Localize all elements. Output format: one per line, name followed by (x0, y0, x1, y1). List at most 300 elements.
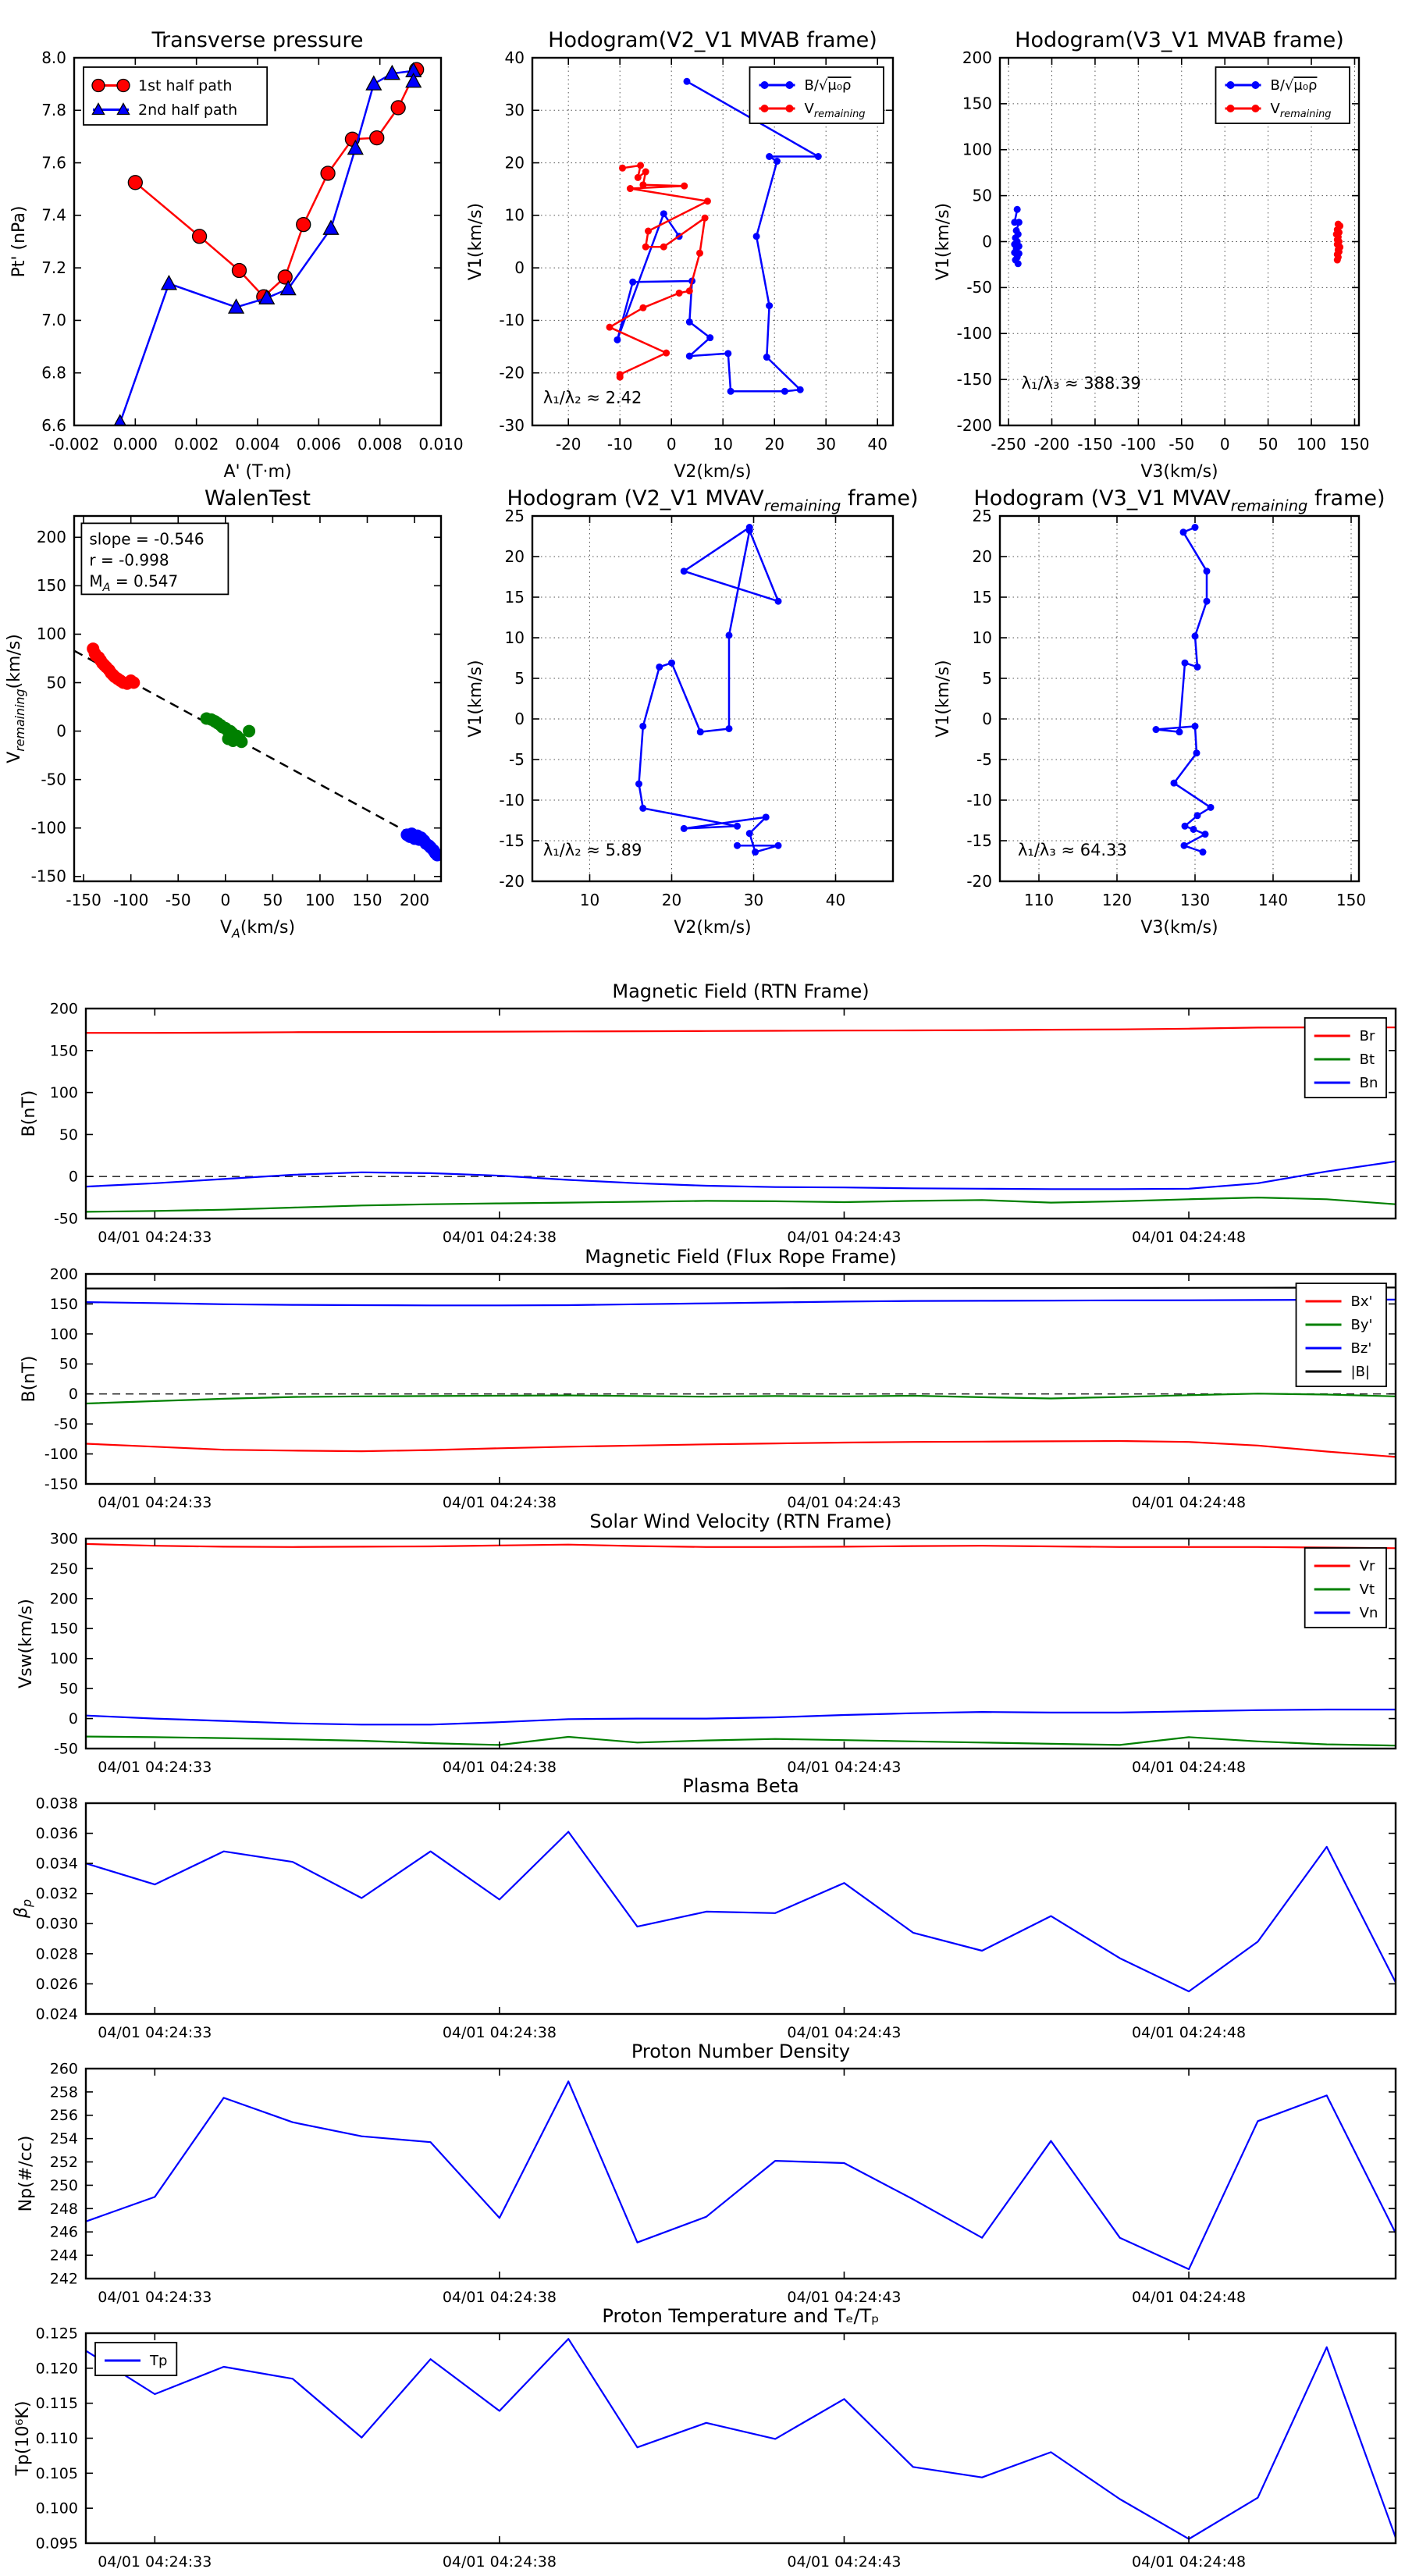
y-tick-label: -10 (499, 790, 525, 809)
x-tick-label: 20 (764, 435, 784, 454)
x-tick-label: -0.002 (48, 435, 100, 454)
annotation-text: λ₁/λ₃ ≈ 64.33 (1018, 841, 1127, 860)
y-tick-label: 200 (962, 48, 992, 67)
data-point (1015, 260, 1022, 267)
legend-label: By' (1350, 1317, 1373, 1334)
y-axis-label: Pt' (nPa) (9, 205, 29, 278)
data-point (706, 334, 713, 341)
annotation-text: λ₁/λ₂ ≈ 2.42 (542, 388, 642, 407)
data-point (642, 244, 649, 251)
data-point (702, 215, 709, 222)
y-tick-label: 5 (982, 668, 992, 688)
x-tick-label: 100 (304, 891, 336, 909)
chart-solar-wind-velocity (16, 1510, 1396, 1776)
legend-label: $V_{remaining}$ (1270, 101, 1332, 120)
y-tick-label: 20 (504, 153, 525, 173)
annotation-text: λ₁/λ₃ ≈ 388.39 (1021, 373, 1141, 393)
x-tick-label: 04/01 04:24:43 (787, 1494, 902, 1511)
legend (95, 2343, 176, 2375)
y-tick-label: 254 (49, 2130, 78, 2148)
stats-line: $M_A = 0.547$ (89, 571, 179, 594)
x-tick-label: 30 (816, 435, 836, 454)
series-Bx' (86, 1441, 1396, 1457)
data-point (1204, 598, 1211, 605)
x-tick-label: 30 (743, 891, 764, 909)
y-tick-label: 0.034 (35, 1855, 78, 1873)
y-tick-label: 8.0 (41, 48, 66, 67)
x-tick-label: 04/01 04:24:48 (1131, 2024, 1247, 2041)
data-point (686, 353, 693, 360)
data-point (1016, 219, 1023, 226)
y-tick-label: 6.8 (41, 363, 66, 382)
y-tick-label: 0.095 (35, 2535, 78, 2553)
x-tick-label: -150 (66, 891, 101, 909)
y-axis-label: V1(km/s) (934, 202, 953, 281)
data-point (752, 849, 759, 856)
y-tick-label: 0.036 (35, 1825, 78, 1843)
y-tick-label: 0.110 (35, 2429, 78, 2447)
x-axis-label: $V_A(km/s)$ (219, 918, 296, 941)
y-axis-label: V1(km/s) (934, 660, 953, 738)
chart-magnetic-field-flux-rope (20, 1246, 1396, 1511)
x-tick-label: 100 (1296, 435, 1327, 454)
x-axis-label: V2(km/s) (674, 462, 752, 482)
data-point (686, 318, 693, 326)
x-tick-label: 04/01 04:24:33 (98, 1759, 212, 1776)
y-tick-label: 0 (56, 721, 66, 741)
legend-label: 2nd half path (138, 101, 238, 119)
legend (84, 67, 267, 125)
y-tick-label: -20 (499, 363, 525, 382)
y-tick-label: 0 (982, 232, 992, 251)
data-point (1192, 632, 1199, 639)
y-tick-label: -15 (966, 831, 992, 850)
x-tick-label: 0.002 (174, 435, 219, 454)
y-tick-label: 25 (972, 506, 992, 525)
y-tick-label: -150 (44, 1475, 78, 1493)
data-point (278, 270, 292, 284)
data-point (1226, 105, 1234, 112)
series-Np (86, 2081, 1396, 2269)
y-tick-label: 150 (49, 1042, 78, 1060)
data-point (774, 158, 781, 165)
x-tick-label: 10 (579, 891, 600, 909)
legend-label: |B| (1350, 1364, 1371, 1381)
x-tick-label: 04/01 04:24:38 (442, 1229, 557, 1246)
series-Bt (86, 1197, 1396, 1212)
data-point (696, 250, 703, 257)
data-point (1194, 664, 1201, 671)
data-point (606, 324, 614, 331)
y-tick-label: 50 (59, 1680, 78, 1698)
data-point (619, 165, 626, 172)
chart-transverse-pressure (9, 28, 464, 482)
y-tick-label: 0 (68, 1168, 78, 1186)
data-point (617, 374, 624, 381)
y-tick-label: 0.030 (35, 1915, 78, 1933)
data-point (233, 264, 247, 278)
axes-frame (86, 2333, 1396, 2543)
x-tick-label: 0.008 (357, 435, 403, 454)
y-tick-label: 10 (504, 628, 525, 647)
chart-title: Transverse pressure (151, 28, 364, 52)
data-point (681, 825, 688, 832)
data-point (1182, 823, 1189, 830)
data-point (760, 81, 768, 89)
y-tick-label: -5 (509, 749, 525, 769)
x-tick-label: 140 (1257, 891, 1289, 909)
y-tick-label: -50 (53, 1210, 78, 1228)
data-point (193, 229, 207, 244)
x-tick-label: 40 (867, 435, 887, 454)
data-point (815, 153, 822, 160)
x-tick-label: 04/01 04:24:33 (98, 2553, 212, 2571)
y-tick-label: -150 (956, 369, 992, 389)
data-point (697, 728, 704, 735)
x-tick-label: -250 (991, 435, 1026, 454)
x-tick-label: 200 (399, 891, 430, 909)
data-point (734, 842, 741, 849)
x-tick-label: 04/01 04:24:43 (787, 2024, 902, 2041)
data-point (726, 632, 733, 639)
data-point (763, 813, 770, 820)
y-tick-label: -15 (499, 831, 525, 850)
series-Vn (86, 1710, 1396, 1724)
data-point (1334, 257, 1341, 264)
y-tick-label: 10 (504, 205, 525, 225)
axes-frame (1000, 516, 1359, 881)
y-tick-label: 0.125 (35, 2325, 78, 2343)
y-tick-label: -200 (956, 415, 992, 435)
data-point (760, 105, 768, 112)
x-tick-label: 110 (1023, 891, 1055, 909)
x-tick-label: -100 (112, 891, 149, 909)
legend-label: Bx' (1350, 1293, 1373, 1311)
x-tick-label: 04/01 04:24:48 (1131, 1494, 1247, 1511)
data-point (1200, 849, 1207, 856)
x-tick-label: 04/01 04:24:33 (98, 2289, 212, 2306)
y-tick-label: 50 (46, 673, 66, 692)
data-point (681, 568, 688, 575)
y-tick-label: 0 (514, 258, 525, 277)
data-point (112, 415, 127, 429)
y-tick-label: -150 (30, 866, 66, 886)
y-tick-label: 0.032 (35, 1885, 78, 1903)
y-axis-label: $\beta_p$ (12, 1898, 34, 1919)
x-tick-label: 04/01 04:24:48 (1131, 1229, 1247, 1246)
y-tick-label: 7.4 (41, 205, 66, 225)
legend (1305, 1548, 1386, 1628)
data-point (766, 302, 773, 309)
data-point (763, 354, 770, 361)
x-tick-label: 04/01 04:24:38 (442, 1759, 557, 1776)
y-tick-label: 30 (504, 101, 525, 120)
chart-hodogram-v3v1-mvab (934, 28, 1370, 482)
y-tick-label: -100 (956, 324, 992, 343)
y-tick-label: -10 (499, 311, 525, 330)
y-tick-label: 25 (504, 506, 525, 525)
y-tick-label: 200 (49, 1590, 78, 1608)
y-tick-label: 5 (514, 668, 525, 688)
y-tick-label: 244 (49, 2247, 78, 2265)
legend (1305, 1018, 1386, 1098)
data-point (1202, 831, 1209, 838)
y-tick-label: 50 (59, 1126, 78, 1144)
data-point (1190, 826, 1197, 833)
legend-label: Br (1359, 1028, 1375, 1045)
y-axis-label: Vsw(km/s) (16, 1599, 36, 1688)
data-point (676, 290, 683, 297)
stats-line: r = -0.998 (89, 550, 169, 570)
data-point (642, 169, 649, 176)
y-axis-label: B(nT) (20, 1355, 39, 1403)
chart-title: Hodogram (V3_V1 $MVAV_{remaining}$ frame) (973, 486, 1385, 515)
y-axis-label: $V_{remaining}(km/s)$ (5, 634, 27, 763)
data-point (1153, 726, 1160, 733)
data-point (324, 221, 339, 235)
series-By' (86, 1393, 1396, 1404)
y-tick-label: 300 (49, 1530, 78, 1548)
x-tick-label: 04/01 04:24:38 (442, 2289, 557, 2306)
legend-label: 1st half path (138, 76, 233, 94)
series-Tp (86, 2339, 1396, 2539)
legend-label: $V_{remaining}$ (804, 101, 866, 120)
y-tick-label: 7.6 (41, 153, 66, 173)
y-tick-label: 0 (68, 1386, 78, 1404)
x-tick-label: -10 (606, 435, 633, 454)
y-tick-label: -5 (976, 749, 992, 769)
data-point (1192, 723, 1199, 730)
y-tick-label: 7.8 (41, 101, 66, 120)
x-tick-label: 40 (825, 891, 846, 909)
data-point (1193, 749, 1200, 756)
data-point (370, 131, 384, 145)
data-point (797, 386, 804, 393)
legend (749, 67, 884, 123)
legend-label: Bn (1359, 1075, 1378, 1092)
chart-title: Proton Number Density (631, 2041, 851, 2062)
y-tick-label: 0 (68, 1710, 78, 1728)
x-tick-label: 150 (1336, 891, 1367, 909)
data-point (746, 830, 753, 837)
chart-title: Hodogram(V2_V1 MVAB frame) (548, 28, 877, 52)
data-point (746, 527, 753, 534)
y-tick-label: 258 (49, 2083, 78, 2101)
x-tick-label: 04/01 04:24:48 (1131, 1759, 1247, 1776)
chart-title: WalenTest (205, 486, 311, 511)
data-point (1208, 804, 1215, 811)
y-tick-label: -50 (53, 1740, 78, 1758)
y-axis-label: B(nT) (20, 1090, 39, 1137)
x-tick-label: -100 (1120, 435, 1157, 454)
data-point (753, 233, 760, 240)
y-tick-label: -50 (53, 1415, 78, 1433)
y-tick-label: 15 (972, 587, 992, 607)
y-axis-label: V1(km/s) (466, 202, 486, 281)
data-point (128, 176, 142, 190)
y-tick-label: 250 (49, 2176, 78, 2194)
x-tick-label: 04/01 04:24:43 (787, 1229, 902, 1246)
data-point (162, 276, 176, 290)
series-Br (86, 1027, 1396, 1033)
chart-hodogram-v2v1-mvab (466, 28, 893, 482)
data-point (614, 336, 621, 343)
x-tick-label: 120 (1101, 891, 1133, 909)
x-tick-label: 10 (713, 435, 733, 454)
x-tick-label: 04/01 04:24:38 (442, 2553, 557, 2571)
data-point (724, 350, 731, 357)
y-tick-label: 15 (504, 587, 525, 607)
x-tick-label: 0.010 (418, 435, 464, 454)
y-tick-label: 200 (36, 528, 66, 547)
x-axis-label: V3(km/s) (1140, 462, 1218, 482)
y-tick-label: 0.026 (35, 1975, 78, 1993)
y-axis-label: Tp(10⁶K) (13, 2400, 33, 2476)
y-tick-label: 0.115 (35, 2395, 78, 2413)
data-point (366, 76, 381, 91)
data-point (785, 81, 793, 89)
data-point (645, 228, 652, 235)
series-Vt (86, 1737, 1396, 1746)
x-tick-label: 04/01 04:24:43 (787, 2553, 902, 2571)
annotation-text: λ₁/λ₂ ≈ 5.89 (542, 841, 642, 860)
y-tick-label: 246 (49, 2223, 78, 2241)
y-tick-label: 100 (36, 624, 66, 644)
y-tick-label: 100 (962, 140, 992, 159)
data-point (1182, 660, 1189, 667)
chart-hodogram-v2v1-mvav (466, 486, 919, 938)
x-axis-label: V2(km/s) (674, 918, 752, 938)
x-tick-label: -20 (555, 435, 582, 454)
data-point (766, 153, 773, 160)
data-point (635, 781, 642, 788)
y-tick-label: 252 (49, 2154, 78, 2172)
y-tick-label: -50 (966, 278, 992, 297)
series-Vr (86, 1544, 1396, 1548)
data-point (92, 80, 105, 92)
data-point (1180, 528, 1187, 535)
x-tick-label: 04/01 04:24:43 (787, 2289, 902, 2306)
data-point (660, 244, 667, 251)
y-tick-label: 50 (59, 1355, 78, 1373)
chart-walen-test (5, 486, 443, 941)
data-point (629, 279, 636, 286)
x-tick-label: 130 (1179, 891, 1211, 909)
legend (1297, 1283, 1386, 1386)
series-beta-p (86, 1832, 1396, 1992)
chart-hodogram-v3v1-mvav (934, 486, 1385, 938)
data-point (1194, 812, 1201, 819)
axes-frame (86, 1803, 1396, 2014)
series-Bn (86, 1162, 1396, 1190)
data-point (321, 166, 335, 180)
y-tick-label: 242 (49, 2270, 78, 2288)
y-tick-label: -20 (499, 871, 525, 891)
data-point (775, 598, 782, 605)
stats-line: slope = -0.546 (89, 529, 205, 549)
legend (1215, 67, 1350, 123)
x-tick-label: -50 (165, 891, 191, 909)
data-point (1014, 206, 1021, 213)
legend-label: Vt (1359, 1582, 1375, 1599)
data-point (635, 174, 642, 181)
axes-frame (86, 1539, 1396, 1749)
data-point (1176, 728, 1183, 735)
x-tick-label: 0.004 (235, 435, 280, 454)
data-point (637, 162, 644, 169)
x-tick-label: 04/01 04:24:33 (98, 1494, 212, 1511)
chart-plasma-beta (12, 1775, 1396, 2041)
data-point (656, 664, 663, 671)
y-tick-label: -20 (966, 871, 992, 891)
data-point (1251, 81, 1259, 89)
x-tick-label: -150 (1077, 435, 1113, 454)
x-tick-label: 0 (666, 435, 677, 454)
chart-proton-number-density (16, 2041, 1396, 2306)
y-tick-label: 200 (49, 1000, 78, 1018)
series-V path (639, 528, 779, 852)
data-point (686, 287, 693, 294)
data-point (681, 183, 688, 190)
y-tick-label: 6.6 (41, 415, 66, 435)
series-|B| (86, 1287, 1396, 1288)
legend-label: B/√μ₀ρ (1270, 77, 1318, 94)
y-tick-label: 50 (972, 186, 992, 205)
data-point (660, 210, 667, 217)
y-tick-label: -100 (30, 818, 66, 838)
chart-title: Magnetic Field (Flux Rope Frame) (585, 1246, 897, 1268)
data-point (127, 677, 140, 689)
y-tick-label: 248 (49, 2200, 78, 2218)
x-tick-label: 50 (1257, 435, 1279, 454)
data-point (684, 78, 691, 85)
y-tick-label: -10 (966, 790, 992, 809)
y-tick-label: 100 (49, 1325, 78, 1343)
chart-magnetic-field-rtn (20, 980, 1396, 1246)
series-Bz' (86, 1300, 1396, 1305)
legend-label: B/√μ₀ρ (804, 77, 852, 94)
legend-label: Bt (1359, 1051, 1375, 1069)
x-tick-label: 50 (262, 891, 283, 909)
y-tick-label: 0 (982, 709, 992, 728)
x-tick-label: 20 (661, 891, 682, 909)
chart-title: Proton Temperature and Tₑ/Tₚ (602, 2305, 880, 2327)
data-point (639, 304, 646, 311)
legend-label: Vr (1359, 1558, 1375, 1575)
y-tick-label: 150 (962, 94, 992, 113)
y-tick-label: 150 (49, 1295, 78, 1313)
y-tick-label: 7.2 (41, 258, 66, 277)
data-point (785, 105, 793, 112)
y-tick-label: 7.0 (41, 311, 66, 330)
data-point (1171, 780, 1178, 787)
data-point (1251, 105, 1259, 112)
data-point (775, 842, 782, 849)
data-point (627, 185, 634, 192)
chart-title: Solar Wind Velocity (RTN Frame) (589, 1510, 892, 1532)
x-tick-label: 04/01 04:24:33 (98, 2024, 212, 2041)
legend-label: Bz' (1350, 1340, 1372, 1357)
x-axis-label: A' (T·m) (223, 462, 292, 482)
y-tick-label: 0.100 (35, 2500, 78, 2517)
y-tick-label: 0 (514, 709, 525, 728)
y-tick-label: 0.024 (35, 2005, 78, 2023)
y-tick-label: 0.120 (35, 2360, 78, 2378)
x-tick-label: 04/01 04:24:48 (1131, 2289, 1247, 2306)
data-point (726, 725, 733, 732)
data-point (1204, 568, 1211, 575)
x-tick-label: 150 (352, 891, 382, 909)
